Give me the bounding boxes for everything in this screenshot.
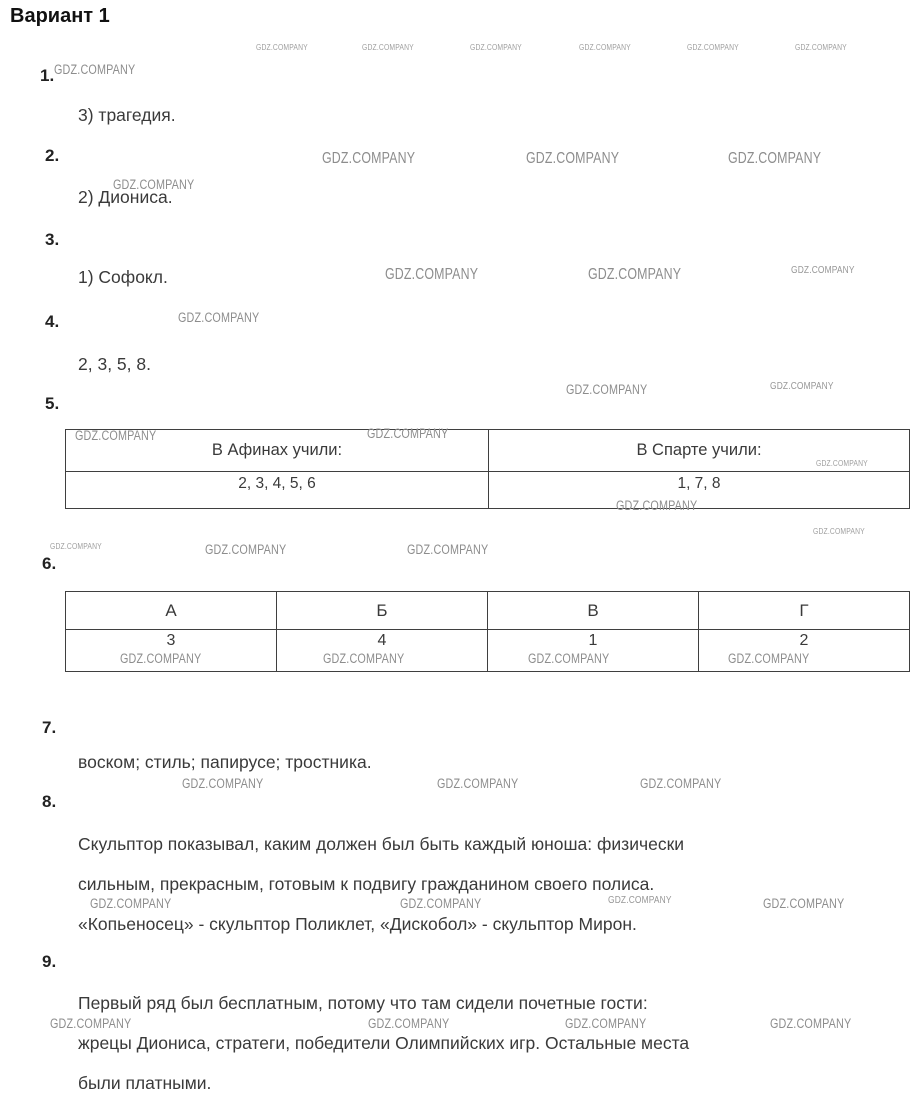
table-header-cell: Г — [699, 592, 910, 630]
answer-8-line-1: Скульптор показывал, каким должен был быть каждый юноша: физически — [78, 834, 684, 854]
question-number-6: 6. — [42, 554, 57, 573]
watermark: GDZ.COMPANY — [368, 1016, 450, 1031]
question-number-9: 9. — [42, 952, 57, 971]
table-cell: 1, 7, 8 — [489, 472, 910, 509]
answers-table-athens-sparta — [65, 429, 910, 509]
watermark: GDZ.COMPANY — [640, 776, 722, 791]
answer-9-line-3: были платными. — [78, 1073, 212, 1093]
watermark: GDZ.COMPANY — [795, 42, 847, 52]
table-header-cell: В — [488, 592, 699, 630]
table-cell: 2 — [699, 630, 910, 672]
answer-9-line-2: жрецы Диониса, стратеги, победители Олимпийских игр. Остальные места — [78, 1033, 690, 1053]
answer-9-line-1: Первый ряд был бесплатным, потому что там сидели почетные гости: — [78, 993, 648, 1013]
watermark: GDZ.COMPANY — [50, 541, 102, 551]
watermark: GDZ.COMPANY — [565, 1016, 647, 1031]
table-cell: 3 — [66, 630, 277, 672]
watermark: GDZ.COMPANY — [526, 150, 620, 167]
watermark: GDZ.COMPANY — [566, 382, 648, 397]
question-number-3: 3. — [45, 230, 60, 249]
question-number-7: 7. — [42, 718, 57, 737]
question-number-1: 1. — [40, 66, 55, 85]
watermark: GDZ.COMPANY — [728, 651, 810, 666]
answer-2-text: 2) Диониса. — [78, 187, 173, 207]
answer-8-line-2: сильным, прекрасным, готовым к подвигу гражданином своего полиса. — [78, 874, 655, 894]
watermark: GDZ.COMPANY — [616, 498, 698, 513]
watermark: GDZ.COMPANY — [367, 426, 449, 441]
watermark: GDZ.COMPANY — [90, 896, 172, 911]
watermark: GDZ.COMPANY — [470, 42, 522, 52]
watermark: GDZ.COMPANY — [528, 651, 610, 666]
answer-4-text: 2, 3, 5, 8. — [78, 354, 151, 374]
question-number-5: 5. — [45, 394, 60, 413]
watermark: GDZ.COMPANY — [763, 896, 845, 911]
watermark: GDZ.COMPANY — [407, 542, 489, 557]
watermark: GDZ.COMPANY — [437, 776, 519, 791]
watermark: GDZ.COMPANY — [728, 150, 822, 167]
table-cell: 2, 3, 4, 5, 6 — [66, 472, 489, 509]
question-number-2: 2. — [45, 146, 60, 165]
watermark: GDZ.COMPANY — [791, 264, 855, 276]
watermark: GDZ.COMPANY — [178, 310, 260, 325]
answer-7-text: воском; стиль; папирусе; тростника. — [78, 752, 372, 772]
watermark: GDZ.COMPANY — [770, 380, 834, 392]
watermark: GDZ.COMPANY — [205, 542, 287, 557]
watermark: GDZ.COMPANY — [400, 896, 482, 911]
watermark: GDZ.COMPANY — [50, 1016, 132, 1031]
watermark: GDZ.COMPANY — [816, 458, 868, 468]
watermark: GDZ.COMPANY — [182, 776, 264, 791]
table-header-cell: А — [66, 592, 277, 630]
table-header-cell: Б — [277, 592, 488, 630]
watermark: GDZ.COMPANY — [579, 42, 631, 52]
page-title: Вариант 1 — [10, 5, 110, 27]
watermark: GDZ.COMPANY — [322, 150, 416, 167]
watermark: GDZ.COMPANY — [323, 651, 405, 666]
watermark: GDZ.COMPANY — [362, 42, 414, 52]
watermark: GDZ.COMPANY — [113, 177, 195, 192]
watermark: GDZ.COMPANY — [120, 651, 202, 666]
table-header-cell: В Афинах учили: — [66, 430, 489, 472]
answer-3-text: 1) Софокл. — [78, 267, 168, 287]
question-number-4: 4. — [45, 312, 60, 331]
watermark: GDZ.COMPANY — [687, 42, 739, 52]
question-number-8: 8. — [42, 792, 57, 811]
answer-8-line-3: «Копьеносец» - скульптор Поликлет, «Дискобол» - скульптор Мирон. — [78, 914, 637, 934]
table-cell: 4 — [277, 630, 488, 672]
watermark: GDZ.COMPANY — [770, 1016, 852, 1031]
watermark: GDZ.COMPANY — [385, 266, 479, 283]
watermark: GDZ.COMPANY — [256, 42, 308, 52]
table-cell: 1 — [488, 630, 699, 672]
watermark: GDZ.COMPANY — [588, 266, 682, 283]
watermark: GDZ.COMPANY — [813, 526, 865, 536]
table-header-cell: В Спарте учили: — [489, 430, 910, 472]
watermark: GDZ.COMPANY — [75, 428, 157, 443]
watermark: GDZ.COMPANY — [608, 894, 672, 906]
watermark: GDZ.COMPANY — [54, 62, 136, 77]
answer-1-text: 3) трагедия. — [78, 105, 176, 125]
